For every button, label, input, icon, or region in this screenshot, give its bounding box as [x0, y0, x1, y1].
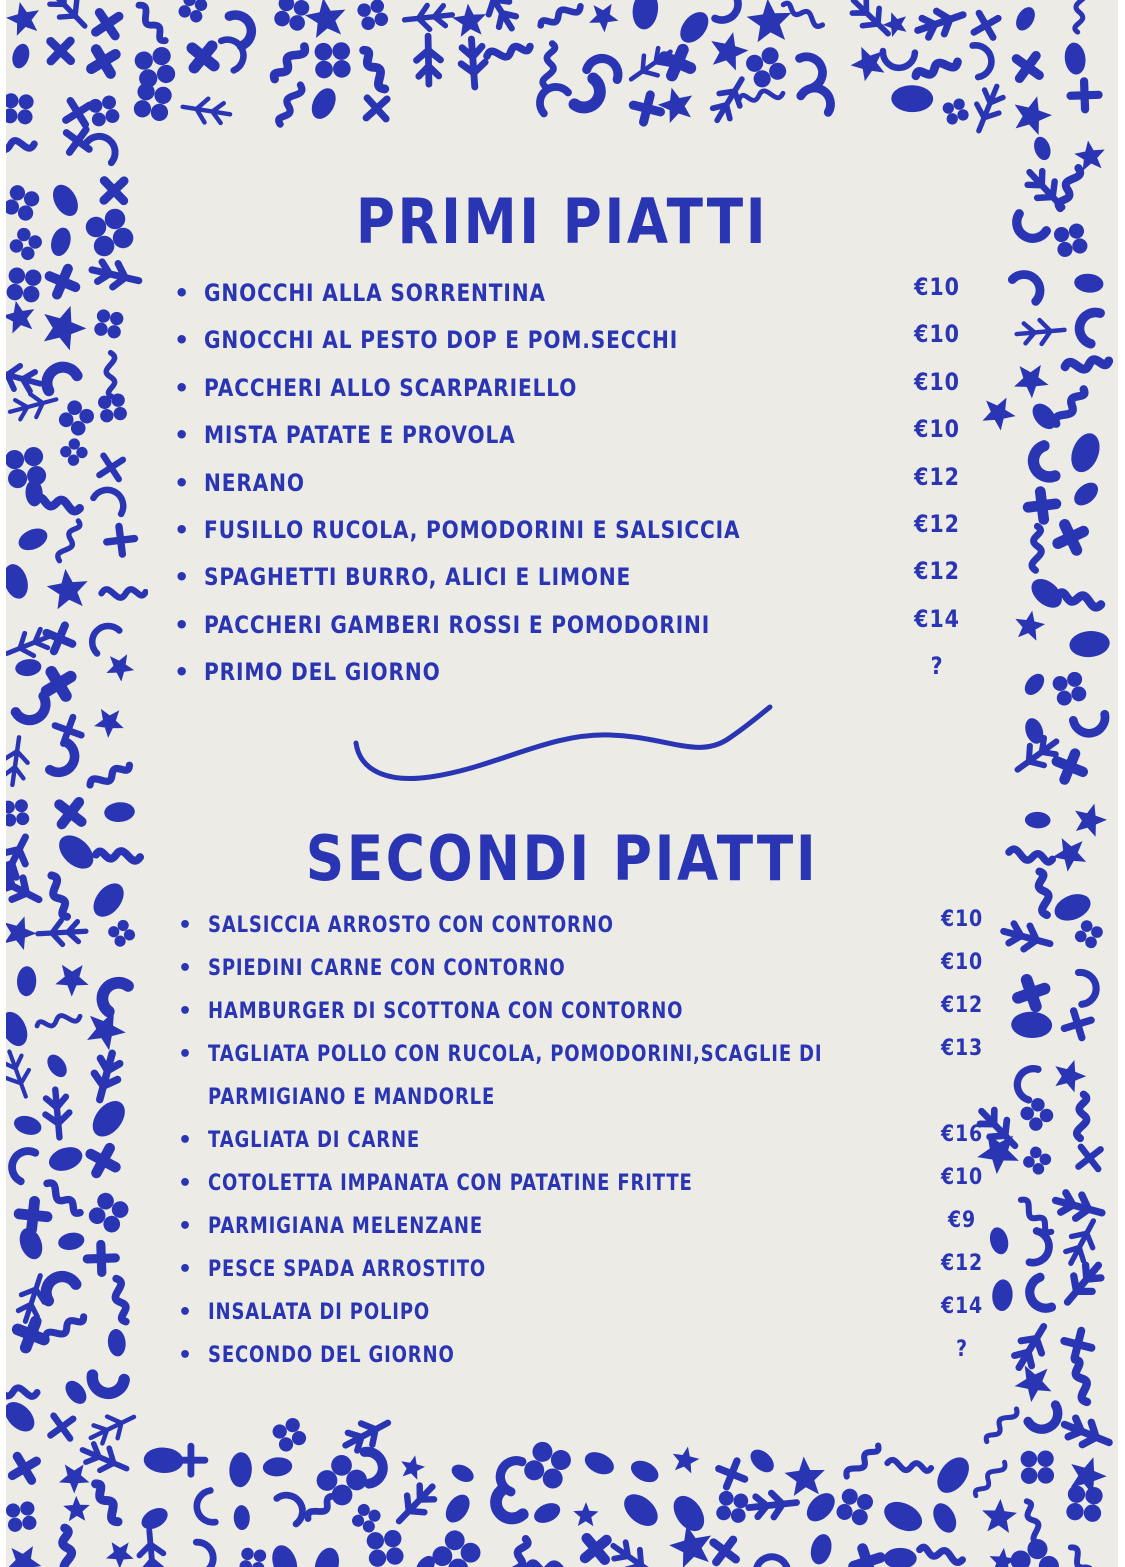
menu-item — [174, 947, 984, 990]
item-price: €16 — [940, 1122, 984, 1147]
menu-item — [174, 1205, 977, 1248]
item-price: €10 — [914, 273, 960, 301]
item-price: €10 — [914, 415, 960, 444]
item-price: €14 — [914, 604, 960, 633]
menu-item — [170, 554, 960, 601]
item-price: €12 — [940, 993, 984, 1018]
item-name: SPAGHETTI BURRO, ALICI E LIMONE — [204, 563, 632, 592]
item-name: SPIEDINI CARNE CON CONTORNO — [208, 956, 566, 981]
item-name: PRIMO DEL GIORNO — [204, 658, 441, 687]
item-price: €10 — [940, 950, 984, 975]
primi-title: PRIMI PIATTI — [355, 185, 769, 258]
item-price: €10 — [914, 320, 960, 349]
bullet-icon: • — [178, 913, 194, 938]
item-name: FUSILLO RUCOLA, POMODORINI E SALSICCIA — [204, 515, 741, 544]
bullet-icon: • — [178, 1128, 194, 1153]
menu-item — [174, 1033, 984, 1119]
menu-item — [170, 365, 960, 412]
item-name: MISTA PATATE E PROVOLA — [204, 421, 516, 450]
item-name: PARMIGIANA MELENZANE — [208, 1214, 483, 1239]
item-price: €12 — [914, 557, 960, 586]
menu-item — [170, 317, 960, 364]
bullet-icon: • — [178, 999, 194, 1024]
bullet-icon: • — [174, 658, 191, 687]
item-name: SALSICCIA ARROSTO CON CONTORNO — [208, 913, 614, 938]
bullet-icon: • — [174, 468, 191, 497]
item-name: INSALATA DI POLIPO — [208, 1300, 431, 1325]
bullet-icon: • — [174, 515, 191, 544]
secondi-title: SECONDI PIATTI — [305, 822, 819, 895]
menu-item — [174, 1291, 984, 1334]
bullet-icon: • — [174, 610, 191, 639]
bullet-icon: • — [178, 1214, 194, 1239]
menu-item — [174, 1119, 984, 1162]
item-price: €14 — [940, 1294, 984, 1319]
item-name: HAMBURGER DI SCOTTONA CON CONTORNO — [208, 999, 684, 1024]
bullet-icon: • — [174, 326, 191, 355]
item-price: ? — [930, 652, 944, 681]
menu-item — [170, 460, 960, 507]
menu-item — [174, 1334, 968, 1377]
item-price: €9 — [947, 1208, 977, 1233]
menu-item — [170, 507, 960, 554]
primi-list — [170, 270, 960, 697]
bullet-icon: • — [178, 956, 194, 981]
squiggle-divider-icon — [348, 699, 778, 799]
item-name: SECONDO DEL GIORNO — [208, 1343, 455, 1368]
bullet-icon: • — [178, 1257, 194, 1282]
menu-item — [174, 1162, 984, 1205]
item-name: TAGLIATA POLLO CON RUCOLA, POMODORINI,SCAGLIE DI PARMIGIANO E MANDORLE — [208, 1042, 823, 1110]
item-name: PACCHERI ALLO SCARPARIELLO — [204, 373, 578, 402]
secondi-list — [174, 904, 984, 1377]
menu-item — [170, 602, 960, 649]
menu-item — [170, 412, 960, 459]
bullet-icon: • — [174, 373, 191, 402]
item-price: €10 — [940, 907, 984, 932]
item-price: €12 — [940, 1251, 984, 1276]
item-name: NERANO — [204, 468, 305, 497]
item-name: GNOCCHI AL PESTO DOP E POM.SECCHI — [204, 326, 679, 355]
menu-item — [174, 904, 984, 947]
menu-item — [170, 649, 950, 696]
item-price: €13 — [940, 1036, 984, 1061]
item-price: €12 — [914, 462, 960, 491]
item-name: PESCE SPADA ARROSTITO — [208, 1257, 487, 1282]
bullet-icon: • — [178, 1300, 194, 1325]
item-name: GNOCCHI ALLA SORRENTINA — [204, 279, 546, 307]
bullet-icon: • — [178, 1171, 194, 1196]
bullet-icon: • — [174, 563, 191, 592]
item-price: ? — [956, 1337, 968, 1362]
bullet-icon: • — [174, 279, 191, 307]
item-price: €10 — [914, 367, 960, 396]
item-name: PACCHERI GAMBERI ROSSI E POMODORINI — [204, 610, 711, 639]
menu-item — [170, 270, 960, 317]
menu-item — [174, 990, 984, 1033]
item-name: COTOLETTA IMPANATA CON PATATINE FRITTE — [208, 1171, 693, 1196]
item-name: TAGLIATA DI CARNE — [208, 1128, 421, 1153]
bullet-icon: • — [174, 421, 191, 450]
bullet-icon: • — [178, 1042, 194, 1067]
item-price: €12 — [914, 509, 960, 538]
item-price: €10 — [940, 1165, 984, 1190]
menu-item — [174, 1248, 984, 1291]
menu-panel — [148, 134, 984, 1410]
bullet-icon: • — [178, 1343, 194, 1368]
